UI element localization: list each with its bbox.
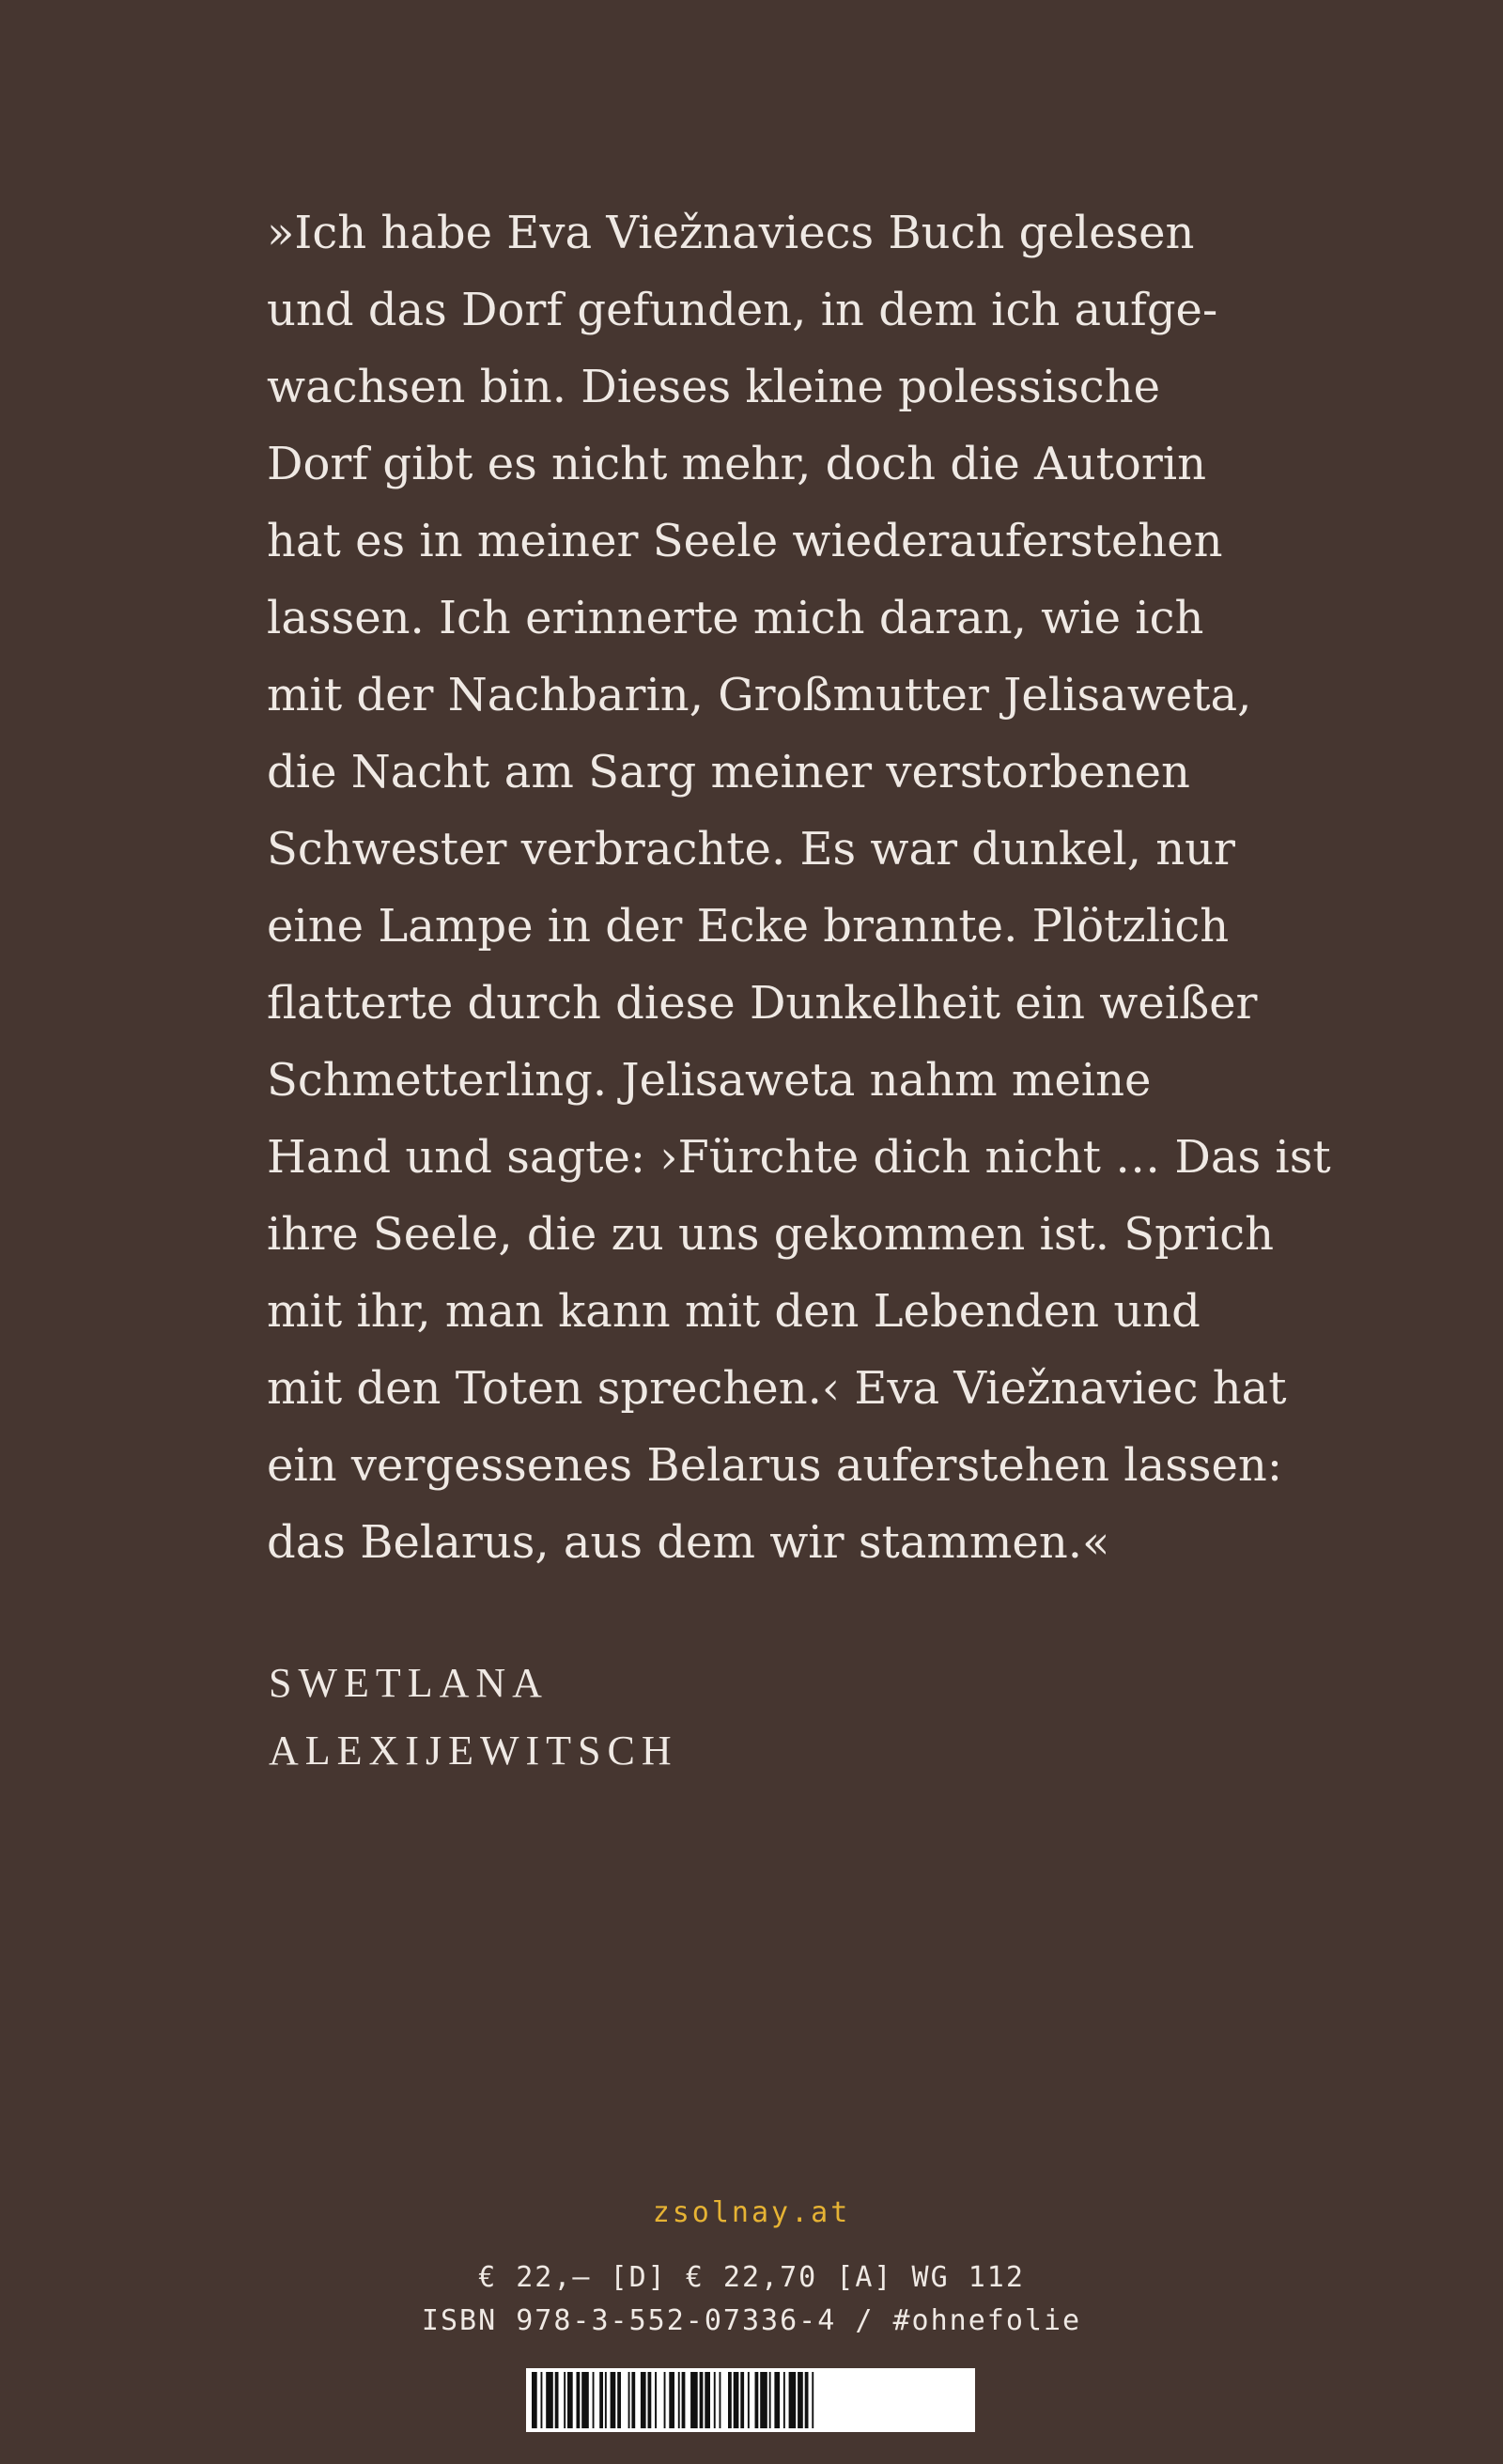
quote-author bbox=[269, 1650, 678, 1785]
barcode-bar bbox=[641, 2372, 646, 2428]
barcode-bar bbox=[532, 2372, 537, 2428]
barcode-bar bbox=[564, 2372, 566, 2428]
barcode-image bbox=[526, 2368, 975, 2432]
barcode-bar bbox=[655, 2372, 657, 2428]
barcode-bar bbox=[648, 2372, 652, 2428]
quote-line: wachsen bin. Dieses kleine polessische bbox=[267, 361, 1160, 413]
blurb-quote bbox=[267, 194, 1331, 1581]
quote-line: und das Dorf gefunden, in dem ich aufge- bbox=[267, 284, 1218, 336]
quote-line: »Ich habe Eva Viežnaviecs Buch gelesen bbox=[267, 207, 1195, 259]
price-info: € 22,– [D] € 22,70 [A] WG 112 bbox=[478, 2261, 1025, 2294]
quote-line: Schmetterling. Jelisaweta nahm meine bbox=[267, 1054, 1152, 1107]
barcode-bar bbox=[546, 2372, 553, 2428]
quote-line: mit den Toten sprechen.‹ Eva Viežnaviec hat bbox=[267, 1362, 1287, 1415]
barcode-bar bbox=[748, 2372, 750, 2428]
barcode-bar bbox=[682, 2372, 686, 2428]
barcode-bar bbox=[611, 2372, 616, 2428]
quote-line: mit ihr, man kann mit den Lebenden und bbox=[267, 1285, 1201, 1338]
barcode-bar bbox=[631, 2372, 635, 2428]
barcode-bar bbox=[760, 2372, 767, 2428]
quote-line: flatterte durch diese Dunkelheit ein weißer bbox=[267, 977, 1258, 1030]
barcode-bar bbox=[678, 2372, 680, 2428]
barcode-bar bbox=[705, 2372, 710, 2428]
barcode-bar bbox=[555, 2372, 559, 2428]
barcode-bar bbox=[617, 2372, 621, 2428]
quote-line: lassen. Ich erinnerte mich daran, wie ich bbox=[267, 592, 1204, 644]
barcode-bar bbox=[728, 2372, 732, 2428]
barcode-bar bbox=[567, 2372, 573, 2428]
barcode-bar bbox=[593, 2372, 595, 2428]
quote-line: Schwester verbrachte. Es war dunkel, nur bbox=[267, 823, 1235, 876]
barcode-bar bbox=[628, 2372, 630, 2428]
barcode-bar bbox=[812, 2372, 813, 2428]
barcode-bar bbox=[805, 2372, 809, 2428]
barcode-bar bbox=[769, 2372, 771, 2428]
quote-line: ihre Seele, die zu uns gekommen ist. Sprich bbox=[267, 1208, 1274, 1261]
author-last-name: ALEXIJEWITSCH bbox=[269, 1728, 678, 1774]
barcode-bar bbox=[720, 2372, 721, 2428]
quote-line: hat es in meiner Seele wiederauferstehen bbox=[267, 515, 1223, 567]
barcode-bar bbox=[577, 2372, 581, 2428]
barcode-bar bbox=[700, 2372, 704, 2428]
quote-line: Hand und sagte: ›Fürchte dich nicht … Das ist bbox=[267, 1131, 1331, 1184]
quote-line: die Nacht am Sarg meiner verstorbenen bbox=[267, 746, 1190, 798]
barcode-bar bbox=[541, 2372, 543, 2428]
barcode-bar bbox=[599, 2372, 603, 2428]
quote-line: mit der Nachbarin, Großmutter Jelisaweta, bbox=[267, 669, 1252, 721]
barcode-bar bbox=[740, 2372, 744, 2428]
quote-line: eine Lampe in der Ecke brannte. Plötzlich bbox=[267, 900, 1230, 953]
barcode-bar bbox=[798, 2372, 803, 2428]
barcode-bar bbox=[581, 2372, 589, 2428]
barcode-bar bbox=[664, 2372, 666, 2428]
quote-line: ein vergessenes Belarus auferstehen lassen: bbox=[267, 1439, 1283, 1492]
publisher-website: zsolnay.at bbox=[652, 2196, 851, 2229]
isbn-info: ISBN 978-3-552-07336-4 / #ohnefolie bbox=[421, 2304, 1082, 2337]
quote-line: Dorf gibt es nicht mehr, doch die Autorin bbox=[267, 438, 1207, 490]
author-first-name: SWETLANA bbox=[269, 1660, 549, 1706]
barcode-bar bbox=[714, 2372, 716, 2428]
barcode-bar bbox=[669, 2372, 674, 2428]
barcode-bar bbox=[605, 2372, 607, 2428]
barcode-bar bbox=[690, 2372, 698, 2428]
barcode-bar bbox=[734, 2372, 739, 2428]
barcode-bar bbox=[783, 2372, 785, 2428]
barcode-bar bbox=[789, 2372, 797, 2428]
quote-line: das Belarus, aus dem wir stammen.« bbox=[267, 1516, 1110, 1569]
barcode-bars bbox=[526, 2368, 975, 2432]
barcode-bar bbox=[774, 2372, 780, 2428]
barcode-bar bbox=[755, 2372, 759, 2428]
